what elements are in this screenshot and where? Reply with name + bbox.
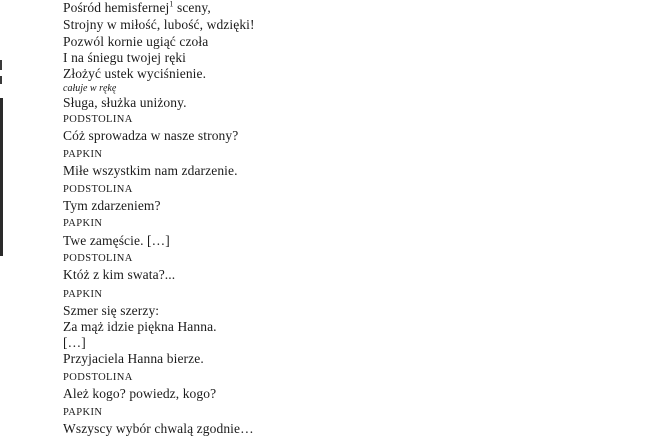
verse-line: […] [63, 335, 86, 350]
verse-line: Szmer się szerzy: [63, 303, 160, 318]
verse-text: Pośród hemisfernej [63, 0, 170, 15]
speaker-name: PAPKIN [63, 289, 103, 300]
speaker-name: PODSTOLINA [63, 372, 133, 383]
speaker-name: PAPKIN [63, 218, 103, 229]
verse-line: Ależ kogo? powiedz, kogo? [63, 386, 217, 401]
verse-line: Miłe wszystkim nam zdarzenie. [63, 163, 238, 178]
verse-line: Przyjaciela Hanna bierze. [63, 351, 204, 366]
speaker-name: PODSTOLINA [63, 184, 133, 195]
footnote-marker: 1 [169, 0, 174, 9]
speaker-name: PAPKIN [63, 407, 103, 418]
verse-line: Cóż sprowadza w nasze strony? [63, 128, 239, 143]
verse-text: sceny, [173, 0, 211, 15]
verse-line: I na śniegu twojej ręki [63, 50, 187, 65]
verse-line: Złożyć ustek wyciśnienie. [63, 66, 207, 81]
verse-line: Tym zdarzeniem? [63, 198, 161, 213]
verse-line: Twe zamęście. […] [63, 233, 170, 248]
binding-mark [0, 76, 2, 84]
verse-line: Sługa, służka uniżony. [63, 95, 187, 110]
speaker-name: PODSTOLINA [63, 114, 133, 125]
verse-line: Wszyscy wybór chwalą zgodnie… [63, 421, 254, 436]
verse-line [63, 0, 211, 16]
speaker-name: PAPKIN [63, 149, 103, 160]
verse-line: Pozwól kornie ugiąć czoła [63, 34, 209, 49]
binding-mark [0, 60, 2, 70]
speaker-name: PODSTOLINA [63, 253, 133, 264]
verse-line: Za mąż idzie piękna Hanna. [63, 319, 217, 334]
verse-line: Strojny w miłość, lubość, wdzięki! [63, 17, 255, 32]
page-binding-edge [0, 98, 3, 256]
verse-line: Któż z kim swata?... [63, 267, 176, 282]
stage-direction: całuje w rękę [63, 83, 117, 94]
